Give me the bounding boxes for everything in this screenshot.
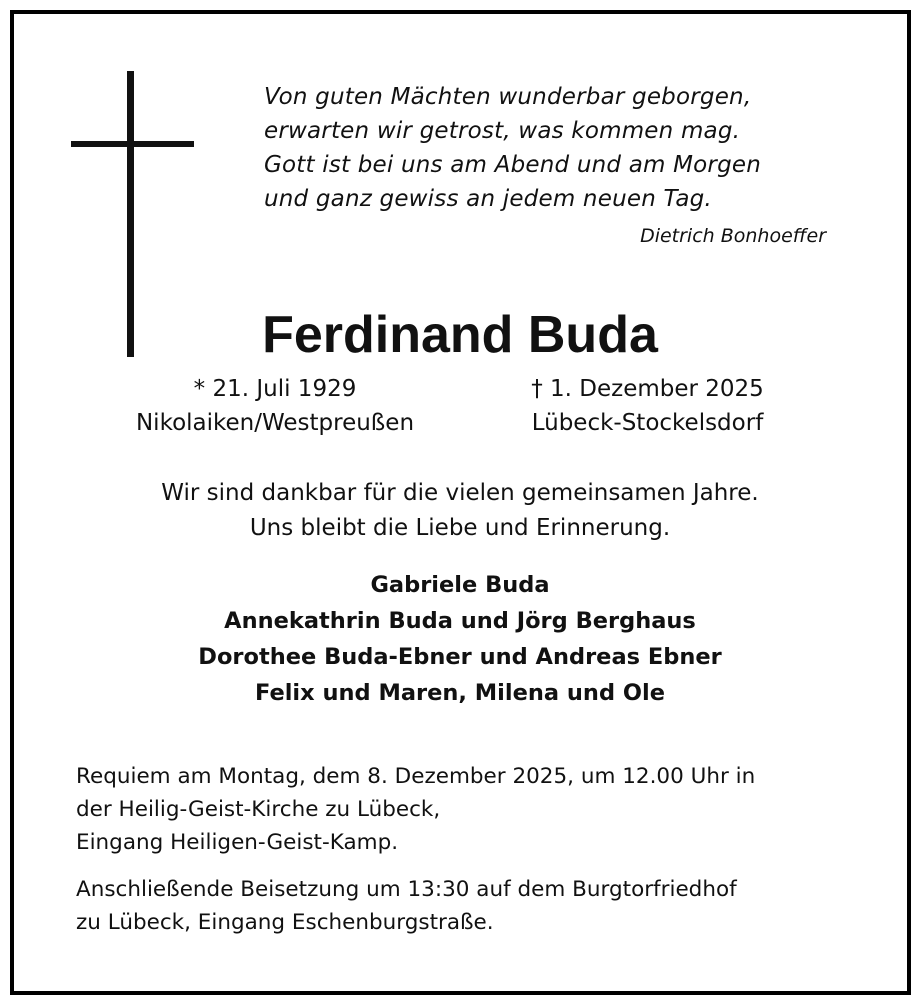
- burial-info: [76, 873, 737, 939]
- gratitude-line: Uns bleibt die Liebe und Erinnerung.: [249, 515, 671, 541]
- burial-line: zu Lübeck, Eingang Eschenburgstraße.: [76, 910, 494, 935]
- requiem-line: Eingang Heiligen-Geist-Kamp.: [76, 830, 399, 855]
- deceased-name: Ferdinand Buda: [262, 306, 658, 364]
- poem-author: Dietrich Bonhoeffer: [640, 225, 826, 247]
- requiem-info: [76, 760, 755, 859]
- gratitude-text: [0, 476, 920, 546]
- birth-date: * 21. Juli 1929: [193, 376, 357, 402]
- requiem-line: Requiem am Montag, dem 8. Dezember 2025, um 12.00 Uhr in: [76, 764, 756, 789]
- poem: [264, 80, 844, 216]
- mourners-list: [0, 567, 920, 711]
- birth-info: [95, 372, 455, 440]
- death-date: † 1. Dezember 2025: [531, 376, 764, 402]
- cross-horizontal-bar: [71, 141, 194, 147]
- mourner-name: Felix und Maren, Milena und Ole: [255, 680, 665, 706]
- mourner-name: Dorothee Buda-Ebner und Andreas Ebner: [198, 644, 722, 670]
- death-info: [485, 372, 810, 440]
- birth-place: Nikolaiken/Westpreußen: [135, 410, 415, 436]
- poem-line: erwarten wir getrost, was kommen mag.: [264, 118, 741, 144]
- mourner-name: Gabriele Buda: [370, 572, 550, 598]
- burial-line: Anschließende Beisetzung um 13:30 auf dem Burgtorfriedhof: [76, 877, 737, 902]
- requiem-line: der Heilig-Geist-Kirche zu Lübeck,: [76, 797, 441, 822]
- poem-line: Von guten Mächten wunderbar geborgen,: [264, 84, 752, 110]
- gratitude-line: Wir sind dankbar für die vielen gemeinsamen Jahre.: [161, 480, 759, 506]
- poem-line: Gott ist bei uns am Abend und am Morgen: [264, 152, 761, 178]
- mourner-name: Annekathrin Buda und Jörg Berghaus: [224, 608, 696, 634]
- death-place: Lübeck-Stockelsdorf: [531, 410, 764, 436]
- poem-line: und ganz gewiss an jedem neuen Tag.: [264, 186, 712, 212]
